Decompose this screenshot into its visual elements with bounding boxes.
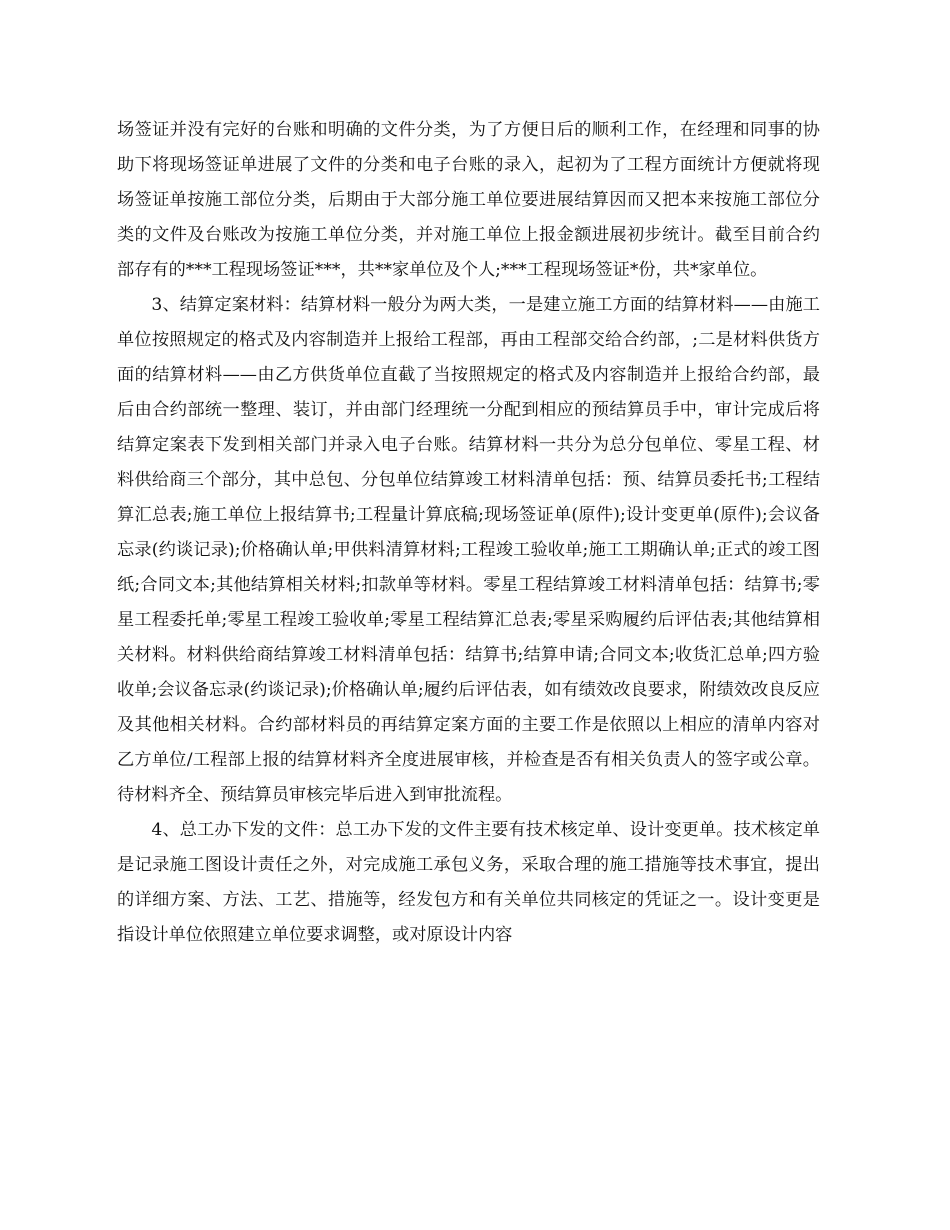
document-page — [117, 113, 820, 953]
paragraph-chief-engineer-documents: 4、总工办下发的文件：总工办下发的文件主要有技术核定单、设计变更单。技术核定单是记录施工图设计责任之外，对完成施工承包义务，采取合理的施工措施等技术事宜，提出的详细方案、方法、工艺、措施等，经发包方和有关单位共同核定的凭证之一。设计变更是指设计单位依照建立单位要求调整，或对原设计内容 — [117, 820, 820, 945]
paragraph-signing-records: 场签证并没有完好的台账和明确的文件分类，为了方便日后的顺利工作，在经理和同事的协助下将现场签证单进展了文件的分类和电子台账的录入，起初为了工程方面统计方便就将现场签证单按施工部位分类，后期由于大部分施工单位要进展结算因而又把本来按施工部位分类的文件及台账改为按施工单位分类，并对施工单位上报金额进展初步统计。截至目前合约部存有的***工程现场签证***，共**家单位及个人;***工程现场签证*份，共*家单位。 — [117, 120, 820, 280]
paragraph-settlement-materials: 3、结算定案材料：结算材料一般分为两大类，一是建立施工方面的结算材料——由施工单位按照规定的格式及内容制造并上报给工程部，再由工程部交给合约部，;二是材料供货方面的结算材料——由乙方供货单位直截了当按照规定的格式及内容制造并上报给合约部，最后由合约部统一整理、装订，并由部门经理统一分配到相应的预结算员手中，审计完成后将结算定案表下发到相关部门并录入电子台账。结算材料一共分为总分包单位、零星工程、材料供给商三个部分，其中总包、分包单位结算竣工材料清单包括：预、结算员委托书;工程结算汇总表;施工单位上报结算书;工程量计算底稿;现场签证单(原件);设计变更单(原件);会议备忘录(约谈记录);价格确认单;甲供料清算材料;工程竣工验收单;施工工期确认单;正式的竣工图纸;合同文本;其他结算相关材料;扣款单等材料。零星工程结算竣工材料清单包括：结算书;零星工程委托单;零星工程竣工验收单;零星工程结算汇总表;零星采购履约后评估表;其他结算相关材料。材料供给商结算竣工材料清单包括：结算书;结算申请;合同文本;收货汇总单;四方验收单;会议备忘录(约谈记录);价格确认单;履约后评估表，如有绩效改良要求，附绩效改良反应及其他相关材料。合约部材料员的再结算定案方面的主要工作是依照以上相应的清单内容对乙方单位/工程部上报的结算材料齐全度进展审核，并检查是否有相关负责人的签字或公章。待材料齐全、预结算员审核完毕后进入到审批流程。 — [117, 295, 820, 805]
